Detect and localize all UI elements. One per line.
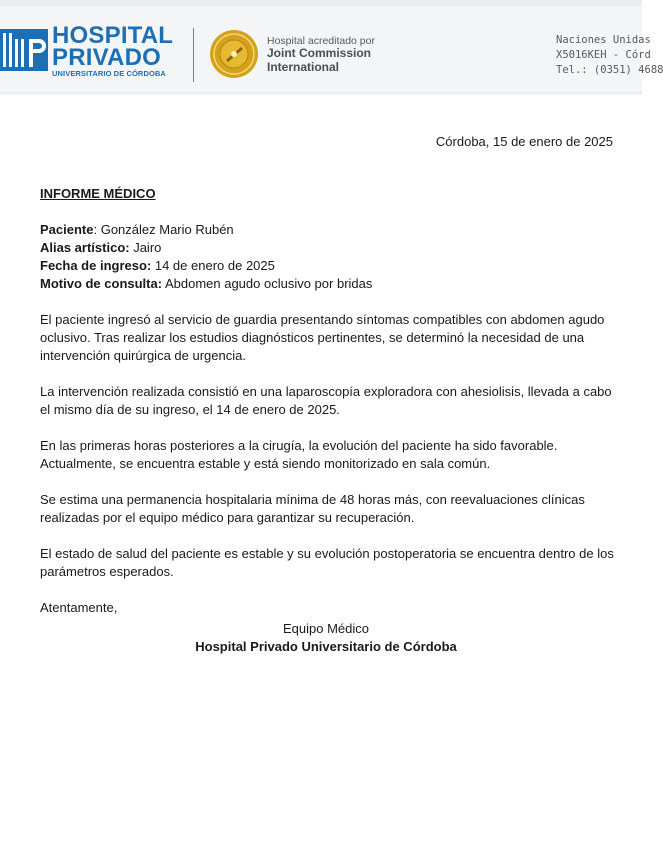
address-line-3: Tel.: (0351) 4688: [556, 64, 663, 76]
field-value: Jairo: [129, 240, 162, 255]
closing: Atentamente,: [40, 600, 118, 615]
logo-line-hospital: HOSPITAL: [52, 22, 174, 49]
field-label: Motivo de consulta:: [40, 276, 163, 291]
signature-org: Hospital Privado Universitario de Córdoba: [195, 639, 457, 654]
field-alias: [40, 239, 620, 257]
logo-line-universitario: UNIVERSITARIO DE CÓRDOBA: [52, 69, 166, 78]
report-title: INFORME MÉDICO: [40, 186, 156, 201]
field-label: Alias artístico:: [40, 240, 130, 255]
accreditation-line-3: International: [267, 59, 340, 74]
signature-team: Equipo Médico: [283, 621, 369, 636]
header-shadow: [0, 92, 642, 96]
hospital-address: [556, 33, 663, 78]
document-date: Córdoba, 15 de enero de 2025: [435, 134, 613, 149]
field-paciente: [40, 221, 620, 239]
logo-line-privado: PRIVADO: [52, 44, 161, 71]
paragraph-ingreso: El paciente ingresó al servicio de guardia presentando síntomas compatibles con abdomen agudo oclusivo. Tras realizar los estudios diagnósticos pertinentes, se determinó la necesidad de una intervención quirúrgica de urgencia.: [40, 312, 605, 363]
field-label: Fecha de ingreso:: [40, 258, 152, 273]
paragraph-estado: El estado de salud del paciente es estable y su evolución postoperatoria se encuentra dentro de los parámetros esperados.: [40, 546, 614, 579]
paragraph-permanencia: Se estima una permanencia hospitalaria mínima de 48 horas más, con reevaluaciones clínicas realizadas por el equipo médico para garantizar su recuperación.: [40, 492, 585, 525]
accreditation-text: [267, 35, 375, 75]
patient-fields: [40, 221, 620, 293]
accreditation-line-1: Hospital acreditado por: [267, 35, 375, 47]
signature-block: [0, 620, 652, 656]
paragraph-intervencion: La intervención realizada consistió en una laparoscopía exploradora con ahesiolisis, llevada a cabo el mismo día de su ingreso, el 14 de enero de 2025.: [40, 384, 612, 417]
report-body: [40, 185, 620, 617]
paragraph-evolucion: En las primeras horas posteriores a la cirugía, la evolución del paciente ha sido favorable. Actualmente, se encuentra estable y está siendo monitorizado en sala común.: [40, 438, 558, 471]
address-line-2: X5016KEH - Córd: [556, 49, 651, 61]
field-value: : González Mario Rubén: [93, 222, 234, 237]
hospital-logo-text: [52, 24, 173, 78]
field-value: Abdomen agudo oclusivo por bridas: [162, 276, 373, 291]
field-fecha-ingreso: [40, 257, 620, 275]
header-divider: [193, 28, 194, 82]
field-value: 14 de enero de 2025: [151, 258, 275, 273]
hospital-logo-icon: [0, 25, 48, 75]
field-label: Paciente: [40, 222, 94, 237]
letterhead: [0, 6, 663, 93]
address-line-1: Naciones Unidas: [556, 34, 651, 46]
joint-commission-seal-icon: [209, 29, 259, 79]
field-motivo-consulta: [40, 275, 620, 293]
accreditation-line-2: Joint Commission: [267, 46, 372, 61]
